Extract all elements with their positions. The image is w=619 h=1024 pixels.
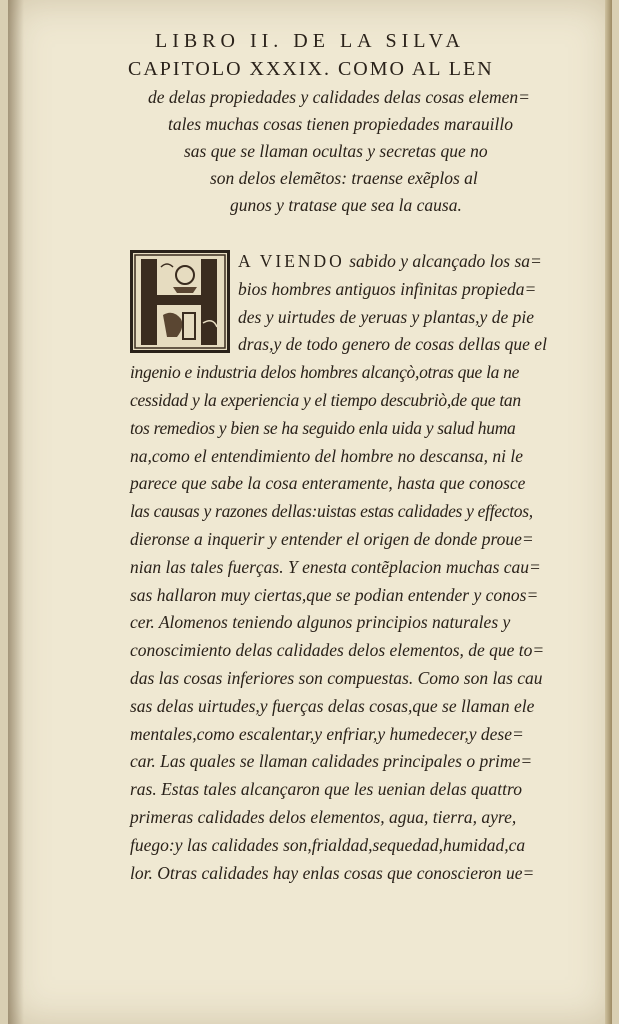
opening-text: sabido y alcançado los sa=	[349, 251, 542, 271]
body-line: cessidad y la experiencia y el tiempo descubriò,de que tan	[130, 389, 521, 410]
body-line: bios hombres antiguos infinitas propieda=	[238, 278, 537, 299]
title-line: tales muchas cosas tienen propiedades marauillo	[168, 114, 513, 134]
title-line: son delos elemẽtos: traense exẽplos al	[210, 168, 478, 188]
title-line: gunos y tratase que sea la causa.	[230, 195, 462, 215]
body-line: dras,y de todo genero de cosas dellas que el	[238, 334, 547, 355]
body-line: mentales,como escalentar,y enfriar,y humedecer,y dese=	[130, 723, 524, 744]
chapter-title	[118, 84, 588, 219]
body-line: las causas y razones dellas:uistas estas calidades y effectos,	[130, 501, 533, 522]
body-line: cer. Alomenos teniendo algunos principios naturales y	[130, 612, 511, 633]
body-line: ras. Estas tales alcançaron que les uenian delas quattro	[130, 779, 522, 800]
title-line: sas que se llaman ocultas y secretas que no	[184, 141, 488, 161]
chapter-heading: CAPITOLO XXXIX. COMO AL LEN	[128, 58, 494, 80]
body-line: sas hallaron muy ciertas,que se podian entender y conos=	[130, 584, 539, 605]
body-line: primeras calidades delos elementos, agua, tierra, ayre,	[130, 806, 517, 827]
body-line: na,como el entendimiento del hombre no descansa, ni le	[130, 445, 524, 466]
body-line: conoscimiento delas calidades delos elementos, de que to=	[130, 640, 545, 661]
body-line: des y uirtudes de yeruas y plantas,y de pie	[238, 306, 534, 327]
body-line: ingenio e industria delos hombres alcançò,otras que la ne	[130, 362, 520, 383]
body-line: nian las tales fuerças. Y enesta contẽplacion muchas cau=	[130, 556, 541, 577]
body-text	[130, 248, 595, 887]
body-line: tos remedios y bien se ha seguido enla uida y salud huma	[130, 417, 516, 438]
body-line: dieronse a inquerir y entender el origen de donde proue=	[130, 528, 534, 549]
body-line: fuego:y las calidades son,frialdad,sequedad,humidad,ca	[130, 834, 526, 855]
body-line: lor. Otras calidades hay enlas cosas que conoscieron ue=	[130, 862, 535, 883]
opening-caps: A VIENDO	[238, 251, 345, 271]
book-page	[8, 0, 612, 1024]
body-first-line	[130, 248, 595, 276]
body-line: car. Las quales se llaman calidades principales o prime=	[130, 751, 533, 772]
title-line: de delas propiedades y calidades delas cosas elemen=	[148, 87, 530, 107]
body-line: sas delas uirtudes,y fuerças delas cosas,que se llaman ele	[130, 695, 535, 716]
page-edge	[605, 0, 612, 1024]
body-line: parece que sabe la cosa enteramente, hasta que conosce	[130, 473, 526, 494]
body-line: das las cosas inferiores son compuestas. Como son las cau	[130, 667, 543, 688]
running-head: LIBRO II. DE LA SILVA	[154, 30, 465, 52]
spine-shadow	[8, 0, 24, 1024]
